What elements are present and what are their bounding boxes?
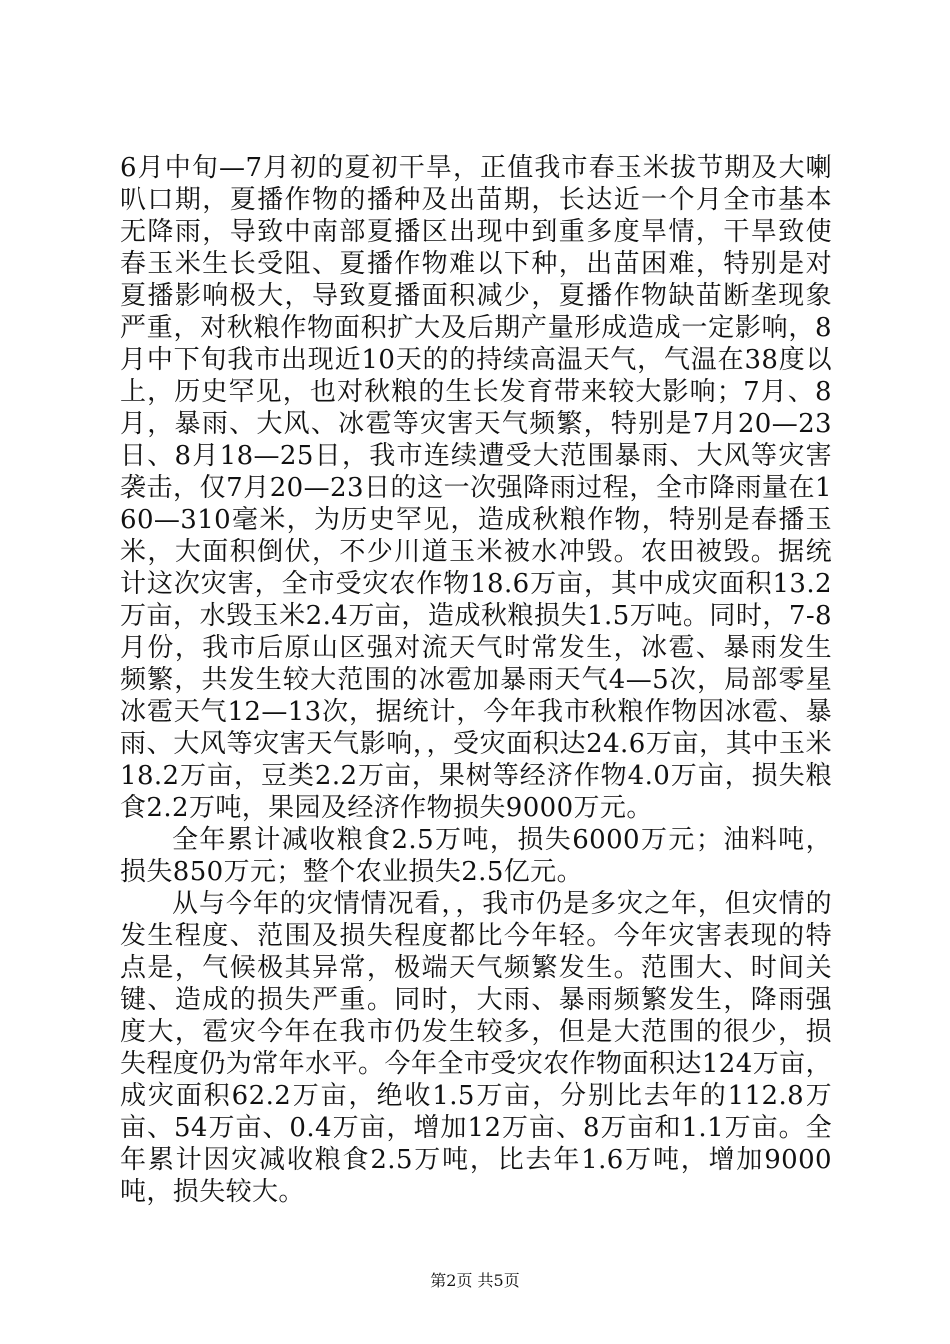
document-body: [120, 152, 832, 1208]
paragraph-disaster-summary: 6月中旬—7月初的夏初干旱，正值我市春玉米拔节期及大喇叭口期，夏播作物的播种及出苗期，长达近一个月全市基本无降雨，导致中南部夏播区出现中到重多度旱情，干旱致使春玉米生长受阻、夏播作物难以下种，出苗困难，特别是对夏播影响极大，导致夏播面积减少，夏播作物缺苗断垄现象严重，对秋粮作物面积扩大及后期产量形成造成一定影响，8月中下旬我市出现近10天的的持续高温天气，气温在38度以上，历史罕见，也对秋粮的生长发育带来较大影响；7月、8月，暴雨、大风、冰雹等灾害天气频繁，特别是7月20—23日、8月18—25日，我市连续遭受大范围暴雨、大风等灾害袭击，仅7月20—23日的这一次强降雨过程，全市降雨量在160—310毫米，为历史罕见，造成秋粮作物，特别是春播玉米，大面积倒伏，不少川道玉米被水冲毁。农田被毁。据统计这次灾害，全市受灾农作物18.6万亩，其中成灾面积13.2万亩，水毁玉米2.4万亩，造成秋粮损失1.5万吨。同时，7-8月份，我市后原山区强对流天气时常发生，冰雹、暴雨发生频繁，共发生较大范围的冰雹加暴雨天气4—5次，局部零星冰雹天气12—13次，据统计，今年我市秋粮作物因冰雹、暴雨、大风等灾害天气影响，，受灾面积达24.6万亩，其中玉米18.2万亩，豆类2.2万亩，果树等经济作物4.0万亩，损失粮食2.2万吨，果园及经济作物损失9000万元。: [120, 153, 832, 823]
page-footer: 第2页 共5页: [430, 1271, 520, 1290]
paragraph-comparison: 从与今年的灾情情况看，，我市仍是多灾之年，但灾情的发生程度、范围及损失程度都比今年轻。今年灾害表现的特点是，气候极其异常，极端天气频繁发生。范围大、时间关键、造成的损失严重。同时，大雨、暴雨频繁发生，降雨强度大，雹灾今年在我市仍发生较多，但是大范围的很少，损失程度仍为常年水平。今年全市受灾农作物面积达124万亩，成灾面积62.2万亩，绝收1.5万亩，分别比去年的112.8万亩、54万亩、0.4万亩，增加12万亩、8万亩和1.1万亩。全年累计因灾减收粮食2.5万吨，比去年1.6万吨，增加9000吨，损失较大。: [120, 889, 832, 1207]
paragraph-annual-loss: 全年累计减收粮食2.5万吨，损失6000万元；油料吨，损失850万元；整个农业损失2.5亿元。: [120, 825, 832, 887]
